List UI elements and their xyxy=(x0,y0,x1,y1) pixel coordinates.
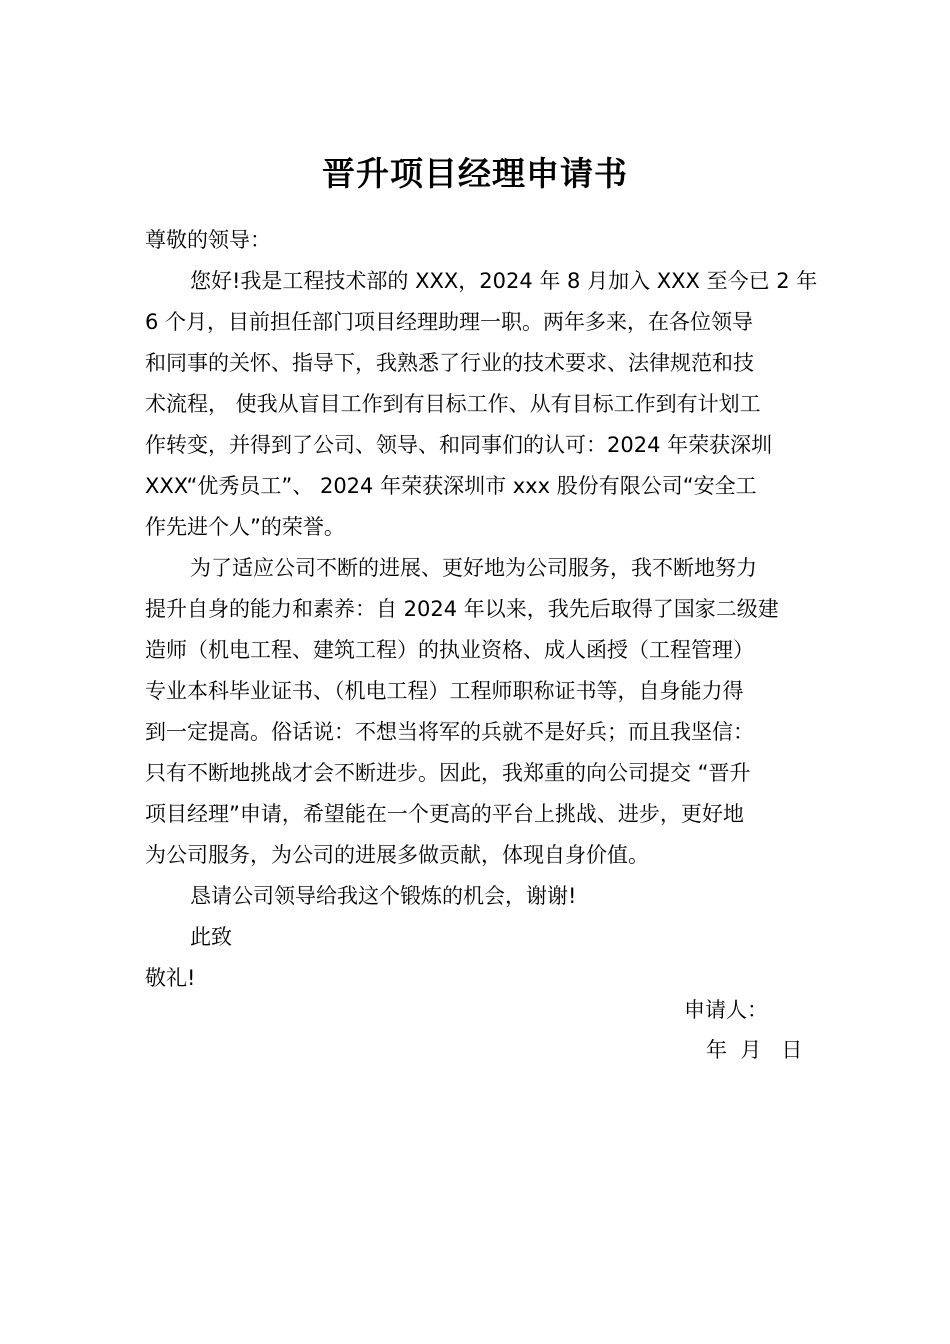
date-label: 年 月 日 xyxy=(706,1038,803,1062)
text-line: 专业本科毕业证书、（机电工程）工程师职称证书等，自身能力得 xyxy=(145,679,744,703)
text-line: 此致 xyxy=(190,925,232,949)
text-line: 项目经理”申请，希望能在一个更高的平台上挑战、进步，更好地 xyxy=(145,802,744,826)
document-title: 晋升项目经理申请书 xyxy=(322,154,628,193)
text-line: 作转变，并得到了公司、领导、和同事们的认可：2024 年荣获深圳 xyxy=(145,433,773,457)
salutation: 尊敬的领导： xyxy=(145,228,271,252)
text-line: 为公司服务，为公司的进展多做贡献，体现自身价值。 xyxy=(145,843,649,867)
letter-paragraphs xyxy=(145,261,818,999)
letter-body xyxy=(145,220,818,999)
text-line: XXX“优秀员工”、 2024 年荣获深圳市 xxx 股份有限公司“安全工 xyxy=(145,474,757,498)
text-line: 恳请公司领导给我这个锻炼的机会，谢谢! xyxy=(190,884,577,908)
text-line: 作先进个人”的荣誉。 xyxy=(145,515,345,539)
text-line: 为了适应公司不断的进展、更好地为公司服务，我不断地努力 xyxy=(190,556,757,580)
text-line: 术流程， 使我从盲目工作到有目标工作、从有目标工作到有计划工 xyxy=(145,392,761,416)
text-line: 到一定提高。俗话说：不想当将军的兵就不是好兵；而且我坚信： xyxy=(145,720,754,744)
applicant-label: 申请人： xyxy=(684,998,768,1022)
text-line: 提升自身的能力和素养：自 2024 年以来，我先后取得了国家二级建 xyxy=(145,597,779,621)
text-line: 敬礼! xyxy=(145,966,196,990)
text-line: 造师（机电工程、建筑工程）的执业资格、成人函授（工程管理） xyxy=(145,638,754,662)
text-line: 您好!我是工程技术部的 XXX，2024 年 8 月加入 XXX 至今已 2 年 xyxy=(190,269,818,293)
text-line: 和同事的关怀、指导下，我熟悉了行业的技术要求、法律规范和技 xyxy=(145,351,754,375)
text-line: 只有不断地挑战才会不断进步。因此，我郑重的向公司提交 “晋升 xyxy=(145,761,751,785)
text-line: 6 个月，目前担任部门项目经理助理一职。两年多来，在各位领导 xyxy=(145,310,754,334)
